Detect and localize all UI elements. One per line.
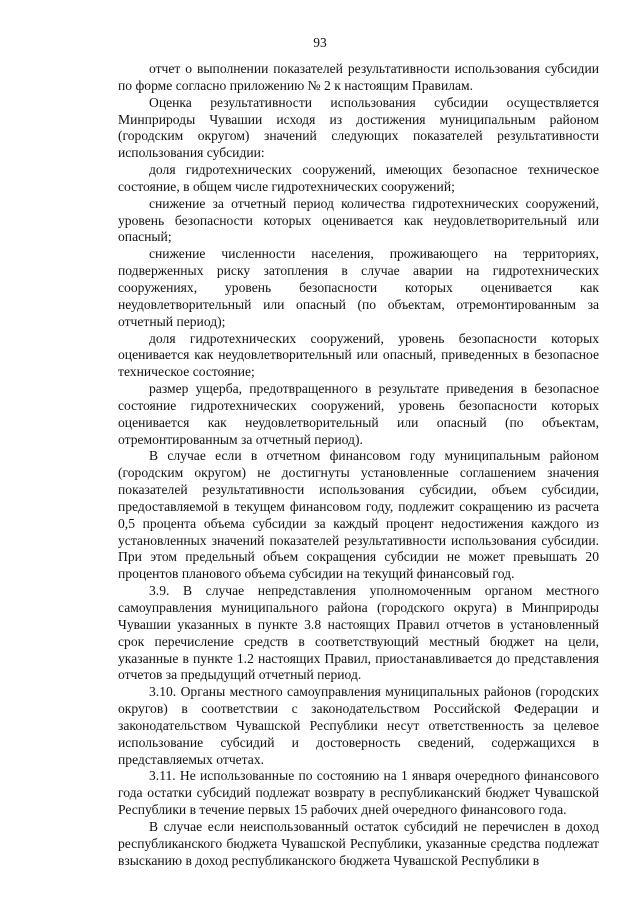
paragraph: 3.10. Органы местного самоуправления муниципальных районов (городских округов) в соответствии с законодательством Российской Федерации и законодательством Чувашской Республики несут ответственность за целевое использование субсидий и достоверность сведений, содержащихся в представляемых отчетах. bbox=[118, 684, 599, 767]
paragraph: В случае если неиспользованный остаток субсидий не перечислен в доход республиканского бюджета Чувашской Республики, указанные средства подлежат взысканию в доход республиканского бюджета Чувашской Республики в bbox=[118, 818, 599, 868]
paragraph: В случае если в отчетном финансовом году муниципальным районом (городским округом) не достигнуты установленные соглашением значения показателей результативности использования субсидии, объем субсидии, предоставляемой в текущем финансовом году, подлежит сокращению из расчета 0,5 процента объема субсидии за каждый процент недостижения каждого из установленных значений показателей результативности использования субсидии. При этом предельный объем сокращения субсидии не может превышать 20 процентов планового объема субсидии на текущий финансовый год. bbox=[118, 448, 599, 582]
paragraph: 3.9. В случае непредставления уполномоченным органом местного самоуправления муниципального района (городского округа) в Минприроды Чувашии указанных в пункте 3.8 настоящих Правил отчетов в установленный срок перечисление средств в соответствующий местный бюджет на цели, указанные в пункте 1.2 настоящих Правил, приостанавливается до представления отчетов за предыдущий отчетный период. bbox=[118, 583, 599, 683]
paragraph: доля гидротехнических сооружений, имеющих безопасное техническое состояние, в общем числе гидротехнических сооружений; bbox=[118, 162, 599, 194]
paragraph: Оценка результативности использования субсидии осуществляется Минприроды Чувашии исходя из достижения муниципальным районом (городским округом) значений следующих показателей результативности использования субсидии: bbox=[118, 94, 599, 161]
document-body bbox=[118, 61, 599, 870]
page-number: 93 bbox=[313, 35, 327, 50]
paragraph: доля гидротехнических сооружений, уровень безопасности которых оценивается как неудовлетворительный или опасный, приведенных в безопасное техническое состояние; bbox=[118, 330, 599, 380]
paragraph: снижение за отчетный период количества гидротехнических сооружений, уровень безопасности которых оценивается как неудовлетворительный или опасный; bbox=[118, 195, 599, 245]
paragraph: 3.11. Не использованные по состоянию на 1 января очередного финансового года остатки субсидий подлежат возврату в республиканский бюджет Чувашской Республики в течение первых 15 рабочих дней очередного финансового года. bbox=[118, 768, 599, 818]
paragraph: размер ущерба, предотвращенного в результате приведения в безопасное состояние гидротехнических сооружений, уровень безопасности которых оценивается как неудовлетворительный или опасный (по объектам, отремонтированным за отчетный период). bbox=[118, 381, 599, 447]
paragraph: снижение численности населения, проживающего на территориях, подверженных риску затопления в случае аварии на гидротехнических сооружениях, уровень безопасности которых оценивается как неудовлетворительный или опасный (по объектам, отремонтированным за отчетный период); bbox=[118, 246, 599, 329]
paragraph: отчет о выполнении показателей результативности использования субсидии по форме согласно приложению № 2 к настоящим Правилам. bbox=[118, 61, 599, 93]
